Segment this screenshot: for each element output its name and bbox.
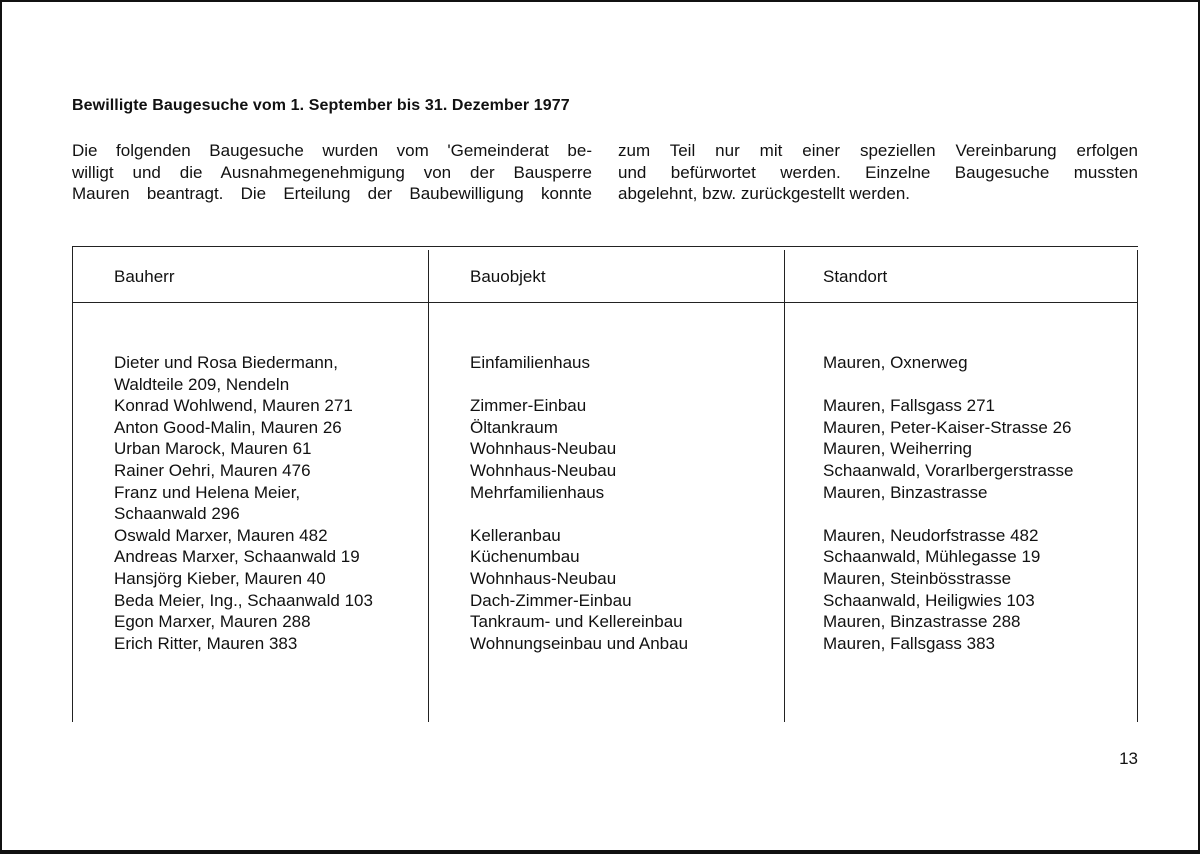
table-cell: Rainer Oehri, Mauren 476 (114, 460, 311, 480)
table-column-divider (428, 250, 429, 722)
table-cell: Mauren, Neudorfstrasse 482 (823, 525, 1039, 545)
table-cell: Oswald Marxer, Mauren 482 (114, 525, 328, 545)
table-cell: Mauren, Steinbösstrasse (823, 568, 1012, 588)
table-cell: Wohnhaus-Neubau (470, 568, 617, 588)
intro-line: Mauren beantragt. Die Erteilung der Baubewilligung konnte (72, 184, 592, 203)
header-standort: Standort (823, 267, 888, 286)
table-cell: Andreas Marxer, Schaanwald 19 (114, 547, 360, 567)
table-column-divider (72, 246, 73, 722)
table-cell: Einfamilienhaus (470, 353, 591, 372)
header-bauherr: Bauherr (114, 267, 175, 286)
table-cell: Dach-Zimmer-Einbau (470, 590, 632, 610)
table-column-divider (1137, 250, 1138, 722)
table-cell: Beda Meier, Ing., Schaanwald 103 (114, 590, 373, 610)
table-cell: Mehrfamilienhaus (470, 482, 605, 502)
table-cell: Schaanwald, Mühlegasse 19 (823, 547, 1041, 567)
table-cell: Mauren, Peter-Kaiser-Strasse 26 (823, 417, 1072, 437)
intro-line: zum Teil nur mit einer speziellen Vereinbarung erfolgen (618, 141, 1138, 160)
table-cell: Kelleranbau (470, 525, 561, 545)
table-column-divider (784, 250, 785, 722)
table-cell: Mauren, Fallsgass 271 (823, 396, 995, 416)
column-bauobjekt (470, 352, 688, 654)
table-cell: Schaanwald, Heiligwies 103 (823, 590, 1035, 610)
table-header-rule (72, 302, 1138, 303)
table-cell: Tankraum- und Kellereinbau (470, 612, 683, 632)
permits-table (72, 246, 1138, 722)
intro-line: abgelehnt, bzw. zurückgestellt werden. (618, 184, 911, 203)
table-cell: Küchenumbau (470, 547, 580, 567)
column-standort (823, 352, 1073, 654)
table-cell: Wohnhaus-Neubau (470, 439, 617, 459)
table-cell: Mauren, Binzastrasse (823, 482, 988, 502)
table-cell: Zimmer-Einbau (470, 396, 587, 416)
column-bauherr (114, 352, 373, 654)
page-title: Bewilligte Baugesuche vom 1. September bis 31. Dezember 1977 (72, 97, 570, 114)
table-cell: Mauren, Oxnerweg (823, 353, 968, 372)
intro-line: willigt und die Ausnahmegenehmigung von der Bausperre (72, 162, 592, 182)
header-bauobjekt: Bauobjekt (470, 267, 546, 286)
intro-line: und befürwortet werden. Einzelne Baugesuche mussten (618, 162, 1138, 182)
intro-left-column (72, 140, 592, 205)
table-cell: Waldteile 209, Nendeln (114, 374, 290, 394)
intro-line: Die folgenden Baugesuche wurden vom 'Gemeinderat be- (72, 141, 592, 160)
table-cell: Dieter und Rosa Biedermann, (114, 353, 338, 372)
table-cell (823, 374, 1073, 396)
table-top-rule (72, 246, 1138, 247)
table-cell: Schaanwald, Vorarlbergerstrasse (823, 460, 1074, 480)
table-cell: Öltankraum (470, 417, 558, 437)
table-cell (823, 503, 1073, 525)
table-cell: Mauren, Binzastrasse 288 (823, 612, 1021, 632)
table-cell: Mauren, Fallsgass 383 (823, 633, 995, 653)
table-cell: Schaanwald 296 (114, 504, 240, 524)
table-cell: Mauren, Weiherring (823, 439, 972, 459)
table-cell: Hansjörg Kieber, Mauren 40 (114, 568, 326, 588)
table-cell (470, 503, 688, 525)
intro-right-column (618, 140, 1138, 205)
table-cell: Wohnhaus-Neubau (470, 460, 617, 480)
table-cell (470, 374, 688, 396)
table-cell: Urban Marock, Mauren 61 (114, 439, 312, 459)
table-cell: Erich Ritter, Mauren 383 (114, 633, 298, 653)
page-number: 13 (1119, 749, 1138, 768)
table-cell: Franz und Helena Meier, (114, 482, 301, 502)
table-cell: Egon Marxer, Mauren 288 (114, 612, 311, 632)
table-cell: Anton Good-Malin, Mauren 26 (114, 417, 342, 437)
table-cell: Konrad Wohlwend, Mauren 271 (114, 396, 353, 416)
table-cell: Wohnungseinbau und Anbau (470, 633, 689, 653)
